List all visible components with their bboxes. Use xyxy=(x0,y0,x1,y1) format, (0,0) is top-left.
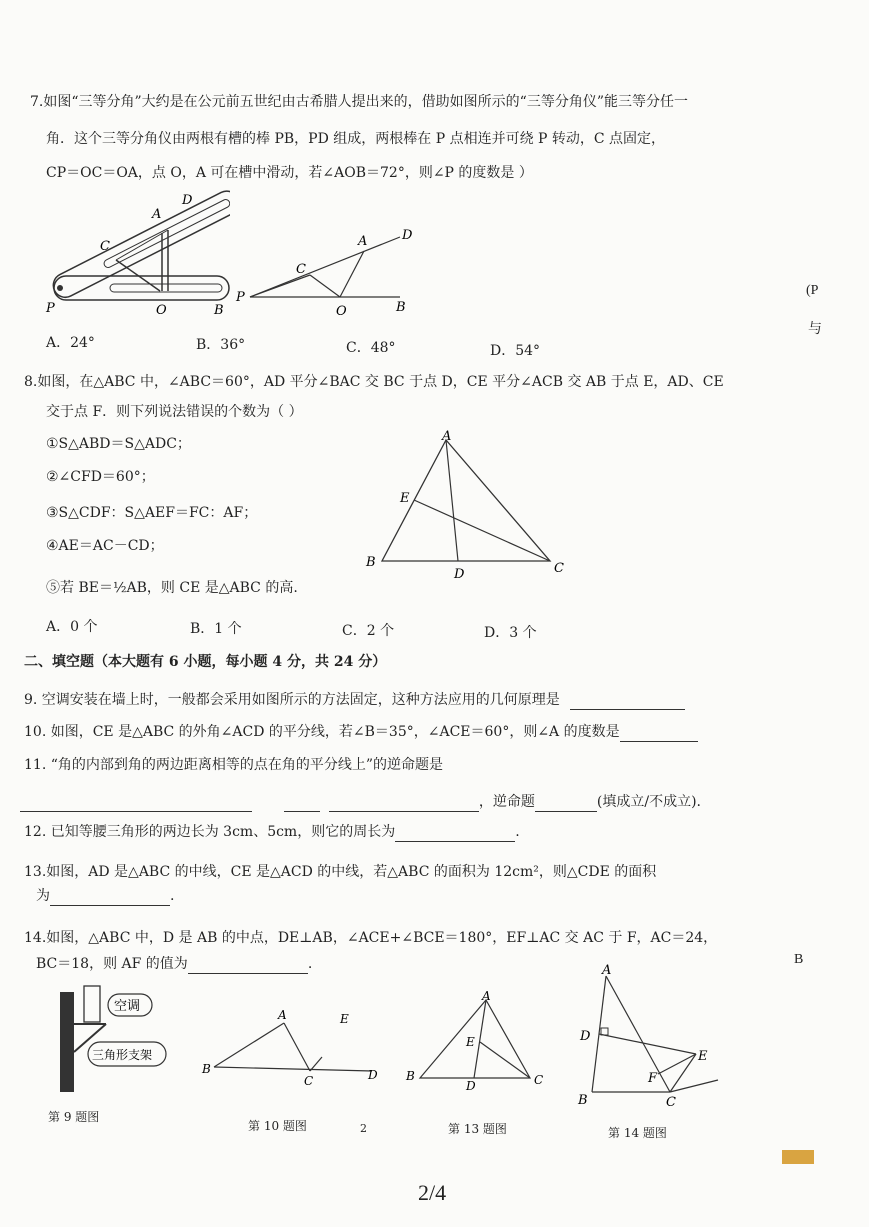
q14-line1: 14.如图，△ABC 中，D 是 AB 的中点，DE⊥AB，∠ACE+∠BCE＝180°，EF⊥AC 交 AC 于 F，AC＝24， xyxy=(24,930,718,946)
fig10-figure xyxy=(200,1005,390,1090)
label-C: C xyxy=(666,1095,676,1110)
label-C: C xyxy=(304,1074,314,1088)
label-B: B xyxy=(406,1069,415,1083)
q7-option-a[interactable]: A．24° xyxy=(46,335,95,351)
label-O: O xyxy=(336,304,347,319)
label-B: B xyxy=(214,303,224,318)
label-B: B xyxy=(366,555,376,570)
q7-option-d[interactable]: D．54° xyxy=(490,343,541,359)
q8-line2: 交于点 F．则下列说法错误的个数为（ ） xyxy=(46,404,303,420)
label-O: O xyxy=(156,303,167,318)
q7-geometry-figure xyxy=(230,225,420,320)
label-D: D xyxy=(466,1079,476,1090)
fig9-caption: 第 9 题图 xyxy=(48,1110,100,1124)
label-D: D xyxy=(580,1029,591,1044)
q11-line2 xyxy=(20,792,701,812)
label-A: A xyxy=(152,207,162,222)
label-P: P xyxy=(46,301,55,316)
label-A: A xyxy=(482,990,491,1003)
label-B: B xyxy=(396,300,406,315)
label-E: E xyxy=(698,1049,708,1064)
q8-option-a[interactable]: A．0 个 xyxy=(46,619,98,635)
q7-line2: 角．这个三等分角仪由两根有槽的棒 PB，PD 组成，两根棒在 P 点相连并可绕 P 转动，C 点固定， xyxy=(46,131,666,147)
edge-mark-yu: 与 xyxy=(808,322,822,337)
q11-line1: 11. “角的内部到角的两边距离相等的点在角的平分线上”的逆命题是 xyxy=(24,757,444,773)
label-C: C xyxy=(100,239,110,254)
q14-label: BC＝18，则 AF 的值为 xyxy=(36,956,188,972)
q11-mid-label: ，逆命题 xyxy=(478,794,535,810)
label-A: A xyxy=(602,963,612,978)
edge-stripe xyxy=(782,1150,814,1164)
fig13-figure xyxy=(400,990,550,1090)
q8-option-b[interactable]: B．1 个 xyxy=(190,621,242,637)
q10-text xyxy=(24,722,698,742)
label-C: C xyxy=(534,1073,544,1087)
q13-line2: 为 . xyxy=(36,888,175,904)
label-P: P xyxy=(236,290,245,305)
aircon-label: 空调 xyxy=(114,999,141,1014)
fig13-caption: 第 13 题图 xyxy=(448,1122,507,1136)
q7-line1: 7.如图“三等分角”大约是在公元前五世纪由古希腊人提出来的，借助如图所示的“三等分角仪”能三等分任一 xyxy=(30,94,688,110)
q8-item2: ②∠CFD＝60°； xyxy=(46,469,155,485)
edge-mark-p: (P xyxy=(806,283,819,298)
label-B: B xyxy=(578,1093,588,1108)
q8-item5: ⑤若 BE＝½AB，则 CE 是△ABC 的高. xyxy=(46,580,298,596)
q11-answer-blank2[interactable] xyxy=(284,797,320,812)
q8-option-d[interactable]: D．3 个 xyxy=(484,625,537,641)
label-A: A xyxy=(442,429,452,444)
fig9-aircon-bracket xyxy=(48,982,178,1097)
label-C: C xyxy=(554,561,564,576)
label-D: D xyxy=(402,228,413,243)
q10-label: 10. 如图，CE 是△ABC 的外角∠ACD 的平分线，若∠B＝35°，∠ACE＝60°，则∠A 的度数是 xyxy=(24,724,620,740)
label-A: A xyxy=(278,1008,287,1022)
q13-answer-blank[interactable] xyxy=(50,891,170,906)
bracket-label: 三角形支架 xyxy=(92,1048,153,1062)
q14-answer-blank[interactable] xyxy=(188,959,308,974)
q7-trisector-figure xyxy=(40,188,230,318)
q8-triangle-figure xyxy=(360,428,580,583)
label-E: E xyxy=(466,1035,475,1049)
label-A: A xyxy=(358,234,368,249)
label-E: E xyxy=(340,1012,349,1026)
q8-option-c[interactable]: C．2 个 xyxy=(342,623,395,639)
q11-tail-label: (填成立/不成立). xyxy=(596,794,701,810)
q7-option-c[interactable]: C．48° xyxy=(346,340,396,356)
label-D: D xyxy=(454,567,465,582)
label-B: B xyxy=(202,1062,211,1076)
q13-line1: 13.如图，AD 是△ABC 的中线，CE 是△ACD 的中线，若△ABC 的面积为 12cm²，则△CDE 的面积 xyxy=(24,864,657,880)
q8-line1: 8.如图，在△ABC 中，∠ABC＝60°，AD 平分∠BAC 交 BC 于点 D，CE 平分∠ACB 交 AB 于点 E，AD、CE xyxy=(24,374,724,390)
label-D: D xyxy=(182,193,193,208)
q14-line2: BC＝18，则 AF 的值为 . xyxy=(36,956,313,972)
q7-line3: CP＝OC＝OA，点 O，A 可在槽中滑动，若∠AOB＝72°，则∠P 的度数是 ） xyxy=(46,165,533,181)
small-page-number: 2 xyxy=(360,1122,367,1135)
q9-label: 9. 空调安装在墙上时，一般都会采用如图所示的方法固定，这种方法应用的几何原理是 xyxy=(24,692,560,708)
q12-label: 12. 已知等腰三角形的两边长为 3cm、5cm，则它的周长为 xyxy=(24,824,396,840)
page-number: 2/4 xyxy=(418,1180,447,1205)
q11-answer-blank3[interactable] xyxy=(329,797,479,812)
q10-answer-blank[interactable] xyxy=(620,727,698,742)
q11-answer-blank4[interactable] xyxy=(535,797,597,812)
fig14-caption: 第 14 题图 xyxy=(608,1126,667,1140)
q7-option-b[interactable]: B．36° xyxy=(196,337,246,353)
label-F: F xyxy=(648,1071,658,1086)
label-C: C xyxy=(296,262,306,277)
fig14-figure xyxy=(572,962,732,1112)
q12-answer-blank[interactable] xyxy=(395,827,515,842)
q13-label: 为 xyxy=(36,888,50,904)
q12-text: 12. 已知等腰三角形的两边长为 3cm、5cm，则它的周长为 . xyxy=(24,824,520,840)
q9-text xyxy=(24,690,685,710)
q8-item4: ④AE＝AC－CD； xyxy=(46,538,164,554)
edge-mark-b: B xyxy=(794,952,804,967)
section-fill-in-title: 二、填空题（本大题有 6 小题，每小题 4 分，共 24 分） xyxy=(24,654,387,670)
label-E: E xyxy=(400,491,410,506)
q8-item3: ③S△CDF：S△AEF＝FC：AF； xyxy=(46,505,258,521)
q8-item1: ①S△ABD＝S△ADC； xyxy=(46,436,191,452)
q11-answer-blank1[interactable] xyxy=(20,797,252,812)
q9-answer-blank[interactable] xyxy=(570,695,685,710)
label-D: D xyxy=(368,1068,378,1082)
fig10-caption: 第 10 题图 xyxy=(248,1119,307,1133)
